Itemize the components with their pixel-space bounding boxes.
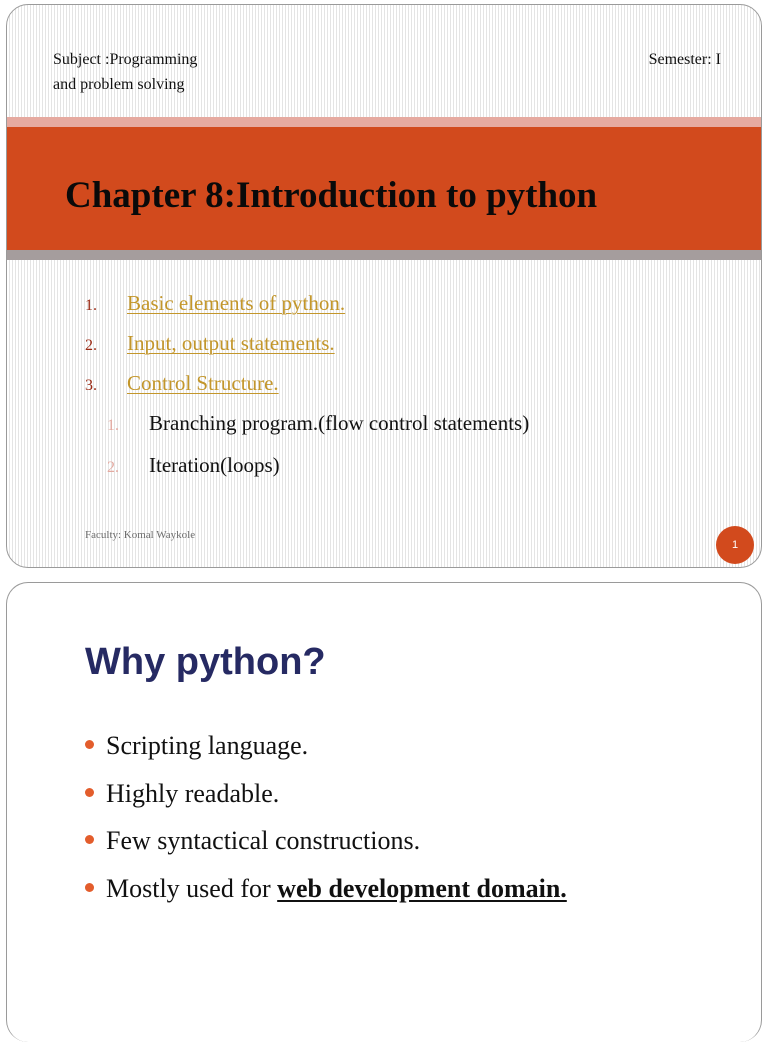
bullet-item	[85, 824, 420, 858]
toc-item[interactable]	[85, 329, 335, 360]
bullet-emphasis: web development domain.	[277, 874, 567, 903]
bullet-text: Mostly used for	[106, 874, 278, 903]
toc-item[interactable]	[85, 289, 345, 320]
toc-item[interactable]	[85, 369, 279, 400]
subtoc-label: Branching program.(flow control statements)	[149, 411, 530, 435]
subtoc-number: 2.	[107, 459, 119, 476]
bullet-item	[85, 777, 279, 811]
subtoc-item	[107, 409, 529, 440]
subtoc-number: 1.	[107, 417, 119, 434]
slide-2	[6, 582, 762, 1042]
subtoc-item	[107, 451, 280, 482]
bullet-text: Few syntactical constructions.	[106, 826, 421, 855]
toc-number: 2.	[85, 337, 97, 354]
bullet-dot-icon	[85, 740, 94, 749]
subtoc-label: Iteration(loops)	[149, 453, 280, 477]
slide-title: Why python?	[85, 641, 326, 683]
toc-link-basic-elements[interactable]: Basic elements of python.	[127, 291, 346, 315]
toc-number: 3.	[85, 377, 97, 394]
bullet-item	[85, 729, 308, 763]
title-band-top	[7, 117, 761, 127]
toc-number: 1.	[85, 297, 97, 314]
bullet-text: Highly readable.	[106, 779, 280, 808]
bullet-text: Scripting language.	[106, 731, 309, 760]
semester-label: Semester: I	[648, 51, 721, 68]
title-band-bottom	[7, 250, 761, 260]
faculty-label: Faculty: Komal Waykole	[85, 529, 196, 541]
subject-line-2: and problem solving	[53, 76, 185, 93]
subject-label	[53, 47, 197, 97]
chapter-title: Chapter 8:Introduction to python	[65, 175, 598, 216]
subject-line-1: Subject :Programming	[53, 51, 198, 68]
bullet-dot-icon	[85, 788, 94, 797]
page-number-badge: 1	[716, 526, 754, 564]
bullet-dot-icon	[85, 883, 94, 892]
toc-link-control-structure[interactable]: Control Structure.	[127, 371, 279, 395]
bullet-item	[85, 872, 567, 906]
bullet-dot-icon	[85, 835, 94, 844]
slide-1	[6, 4, 762, 568]
toc-link-input-output[interactable]: Input, output statements.	[127, 331, 335, 355]
